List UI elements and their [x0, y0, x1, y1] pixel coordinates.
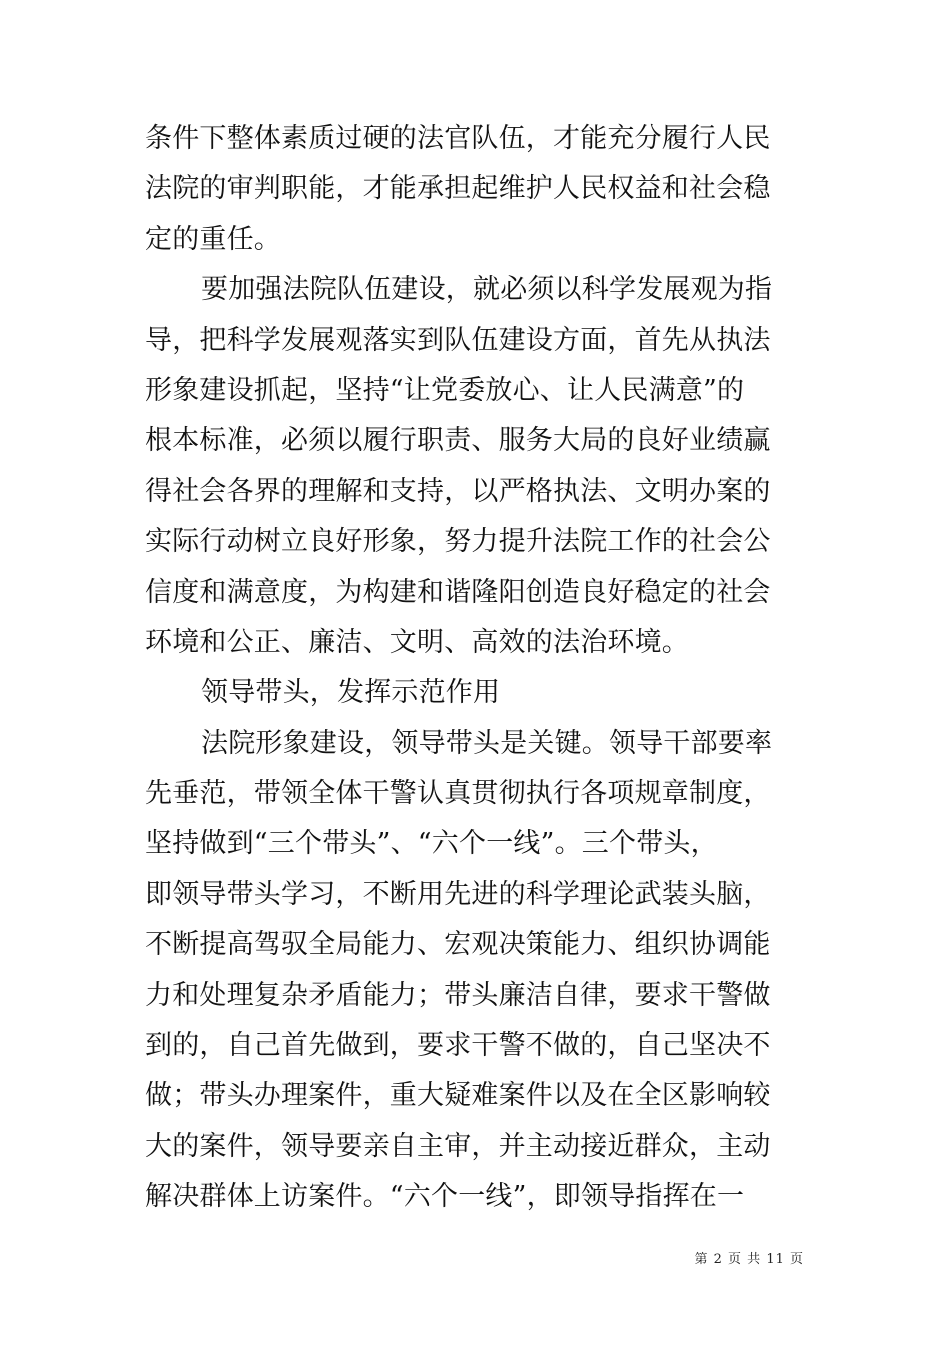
text-line: 领导带头，发挥示范作用: [201, 677, 501, 709]
text-line: 法院形象建设，领导带头是关键。领导干部要率: [201, 727, 773, 759]
text-line: 坚持做到“三个带头”、“六个一线”。三个带头，: [145, 828, 718, 860]
text-line: 得社会各界的理解和支持，以严格执法、文明办案的: [145, 475, 771, 507]
text-line: 法院的审判职能，才能承担起维护人民权益和社会稳: [145, 173, 771, 205]
text-line: 信度和满意度，为构建和谐隆阳创造良好稳定的社会: [145, 576, 771, 608]
text-line: 做；带头办理案件，重大疑难案件以及在全区影响较: [145, 1080, 771, 1112]
body-text: [145, 114, 773, 1223]
text-line: 即领导带头学习，不断用先进的科学理论武装头脑，: [145, 878, 771, 910]
text-line: 力和处理复杂矛盾能力；带头廉洁自律，要求干警做: [145, 979, 771, 1011]
page-footer: 第 2 页 共 11 页: [694, 1252, 804, 1267]
text-line: 解决群体上访案件。“六个一线”，即领导指挥在一: [145, 1181, 745, 1213]
text-line: 环境和公正、廉洁、文明、高效的法治环境。: [145, 626, 689, 658]
text-line: 先垂范，带领全体干警认真贯彻执行各项规章制度，: [145, 778, 771, 810]
text-line: 根本标准，必须以履行职责、服务大局的良好业绩赢: [145, 425, 771, 457]
text-line: 条件下整体素质过硬的法官队伍，才能充分履行人民: [145, 123, 771, 154]
text-line: 不断提高驾驭全局能力、宏观决策能力、组织协调能: [145, 929, 771, 961]
text-line: 到的，自己首先做到，要求干警不做的，自己坚决不: [145, 1030, 771, 1062]
text-line: 要加强法院队伍建设，就必须以科学发展观为指: [201, 274, 773, 306]
text-line: 大的案件，领导要亲自主审，并主动接近群众，主动: [145, 1130, 771, 1162]
text-line: 实际行动树立良好形象，努力提升法院工作的社会公: [145, 526, 771, 558]
text-line: 定的重任。: [145, 223, 281, 255]
text-line: 形象建设抓起，坚持“让党委放心、让人民满意”的: [145, 374, 745, 406]
text-line: 导，把科学发展观落实到队伍建设方面，首先从执法: [145, 324, 771, 356]
